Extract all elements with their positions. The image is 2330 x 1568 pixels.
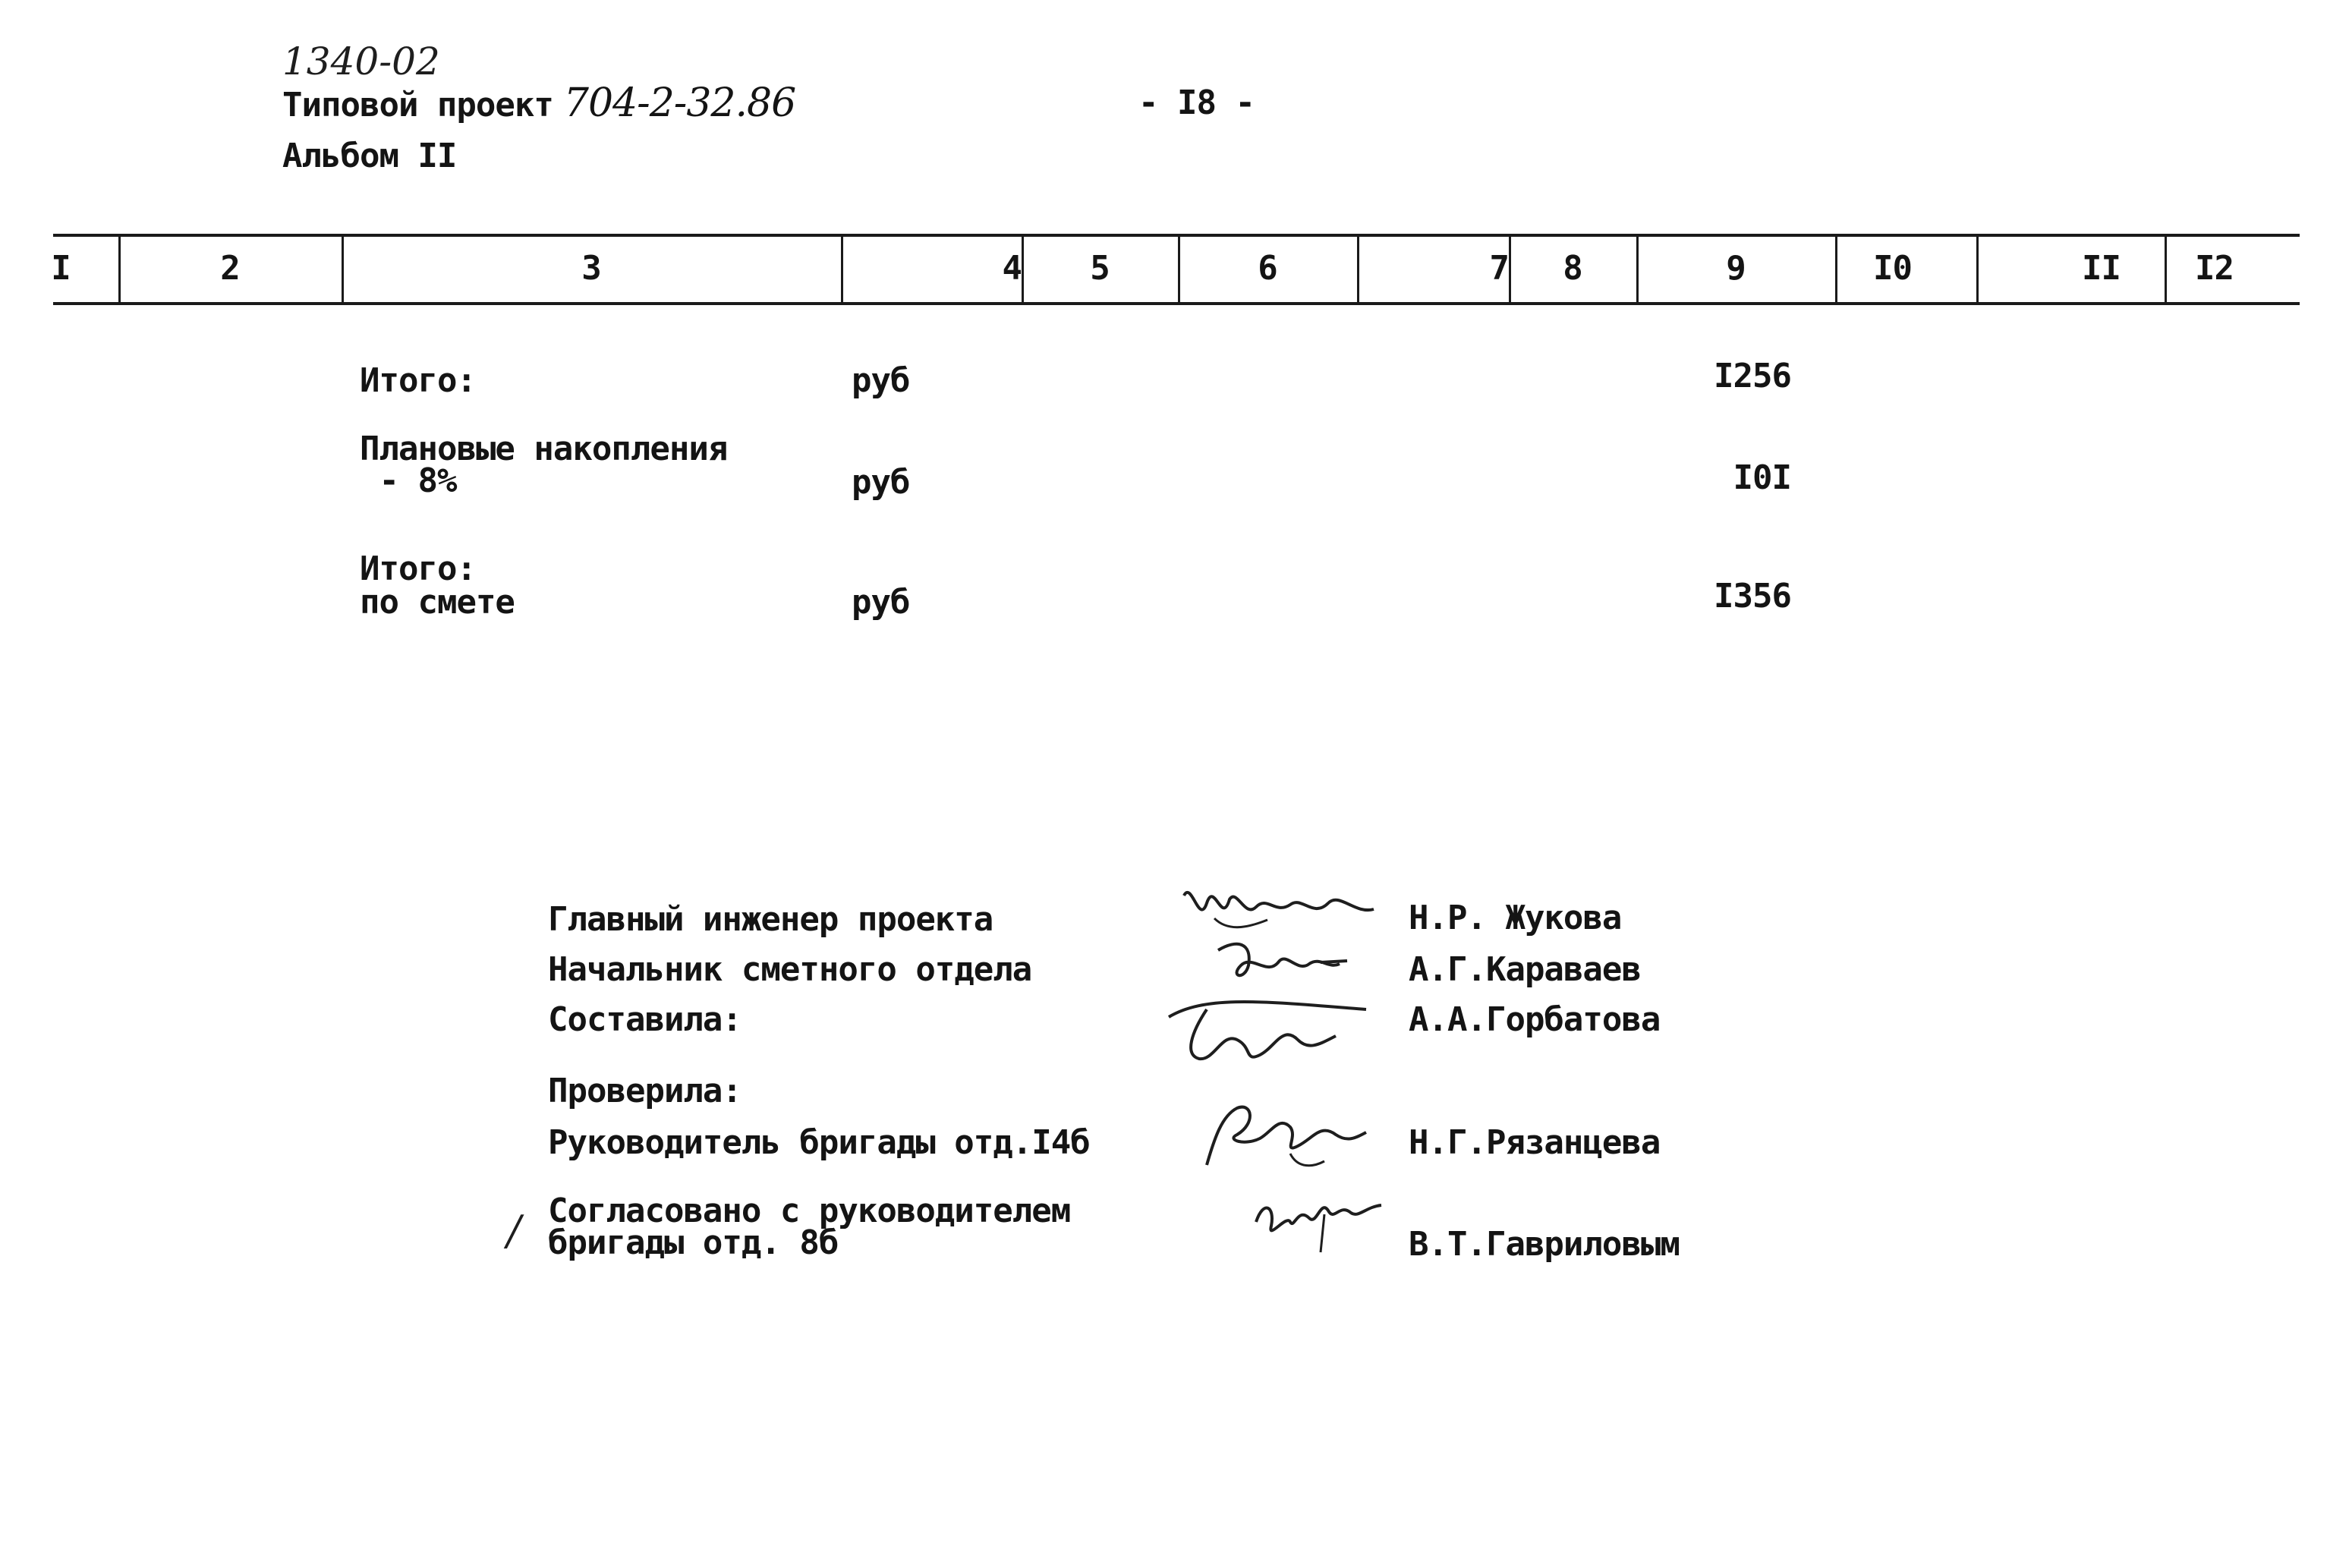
column-number-4: 4 [1002, 249, 1022, 288]
signature-name-brigade-lead: Н.Г.Рязанцева [1409, 1123, 1661, 1162]
total-value: I256 [1714, 357, 1791, 395]
column-number-1: I [51, 249, 71, 288]
signature-name-agreed: В.Т.Гавриловым [1409, 1225, 1680, 1264]
column-number-8: 8 [1563, 249, 1582, 288]
planned-savings-unit: руб [852, 463, 910, 502]
column-number-6: 6 [1258, 249, 1277, 288]
column-number-10: I0 [1873, 249, 1912, 288]
table-bottom-rule [53, 302, 2300, 305]
total-unit: руб [852, 361, 910, 400]
planned-savings-value: I0I [1733, 458, 1791, 497]
project-label: Типовой проект [282, 86, 553, 124]
signature-role-agreed: Согласовано с руководителем [548, 1192, 1071, 1230]
signature-name-compiled: А.А.Горбатова [1409, 1000, 1661, 1039]
column-number-7: 7 [1489, 249, 1509, 288]
signature-role-brigade-lead: Руководитель бригады отд.I4б [548, 1123, 1090, 1162]
signature-name-chief-engineer: Н.Р. Жукова [1409, 899, 1622, 937]
column-number-12: I2 [2195, 249, 2234, 288]
planned-savings-percent: - 8% [360, 461, 457, 500]
planned-savings-label: Плановые накопления [360, 430, 728, 468]
estimate-total-sublabel: по смете [360, 583, 515, 622]
estimate-total-unit: руб [852, 583, 910, 622]
signature-role-chief-engineer: Главный инженер проекта [548, 900, 993, 939]
signature-mark-brigade-lead [1184, 1093, 1374, 1176]
column-number-9: 9 [1726, 249, 1746, 288]
signature-role-compiled: Составила: [548, 1000, 742, 1039]
table-top-rule [53, 234, 2300, 237]
column-number-5: 5 [1090, 249, 1110, 288]
project-number: 704-2-32.86 [563, 80, 796, 126]
estimate-total-label: Итого: [360, 549, 476, 588]
column-number-2: 2 [220, 249, 240, 288]
album-label: Альбом II [282, 137, 457, 175]
page-number: - I8 - [1138, 83, 1255, 122]
signature-name-estimate-head: А.Г.Караваев [1409, 950, 1641, 989]
column-number-11: II [2082, 249, 2121, 288]
document-code: 1340-02 [282, 39, 440, 83]
estimate-total-value: I356 [1714, 577, 1791, 616]
signature-mark-chief-engineer [1169, 873, 1381, 941]
project-line [282, 80, 796, 126]
signature-role-checked: Проверила: [548, 1072, 742, 1110]
signature-mark-agreed [1245, 1184, 1389, 1260]
column-number-3: 3 [581, 249, 601, 288]
signature-role-agreed-department: бригады отд. 8б [548, 1223, 839, 1262]
margin-mark: / [507, 1207, 521, 1255]
signature-mark-compiled [1154, 987, 1381, 1070]
signature-role-estimate-head: Начальник сметного отдела [548, 950, 1032, 989]
total-label: Итого: [360, 361, 476, 400]
